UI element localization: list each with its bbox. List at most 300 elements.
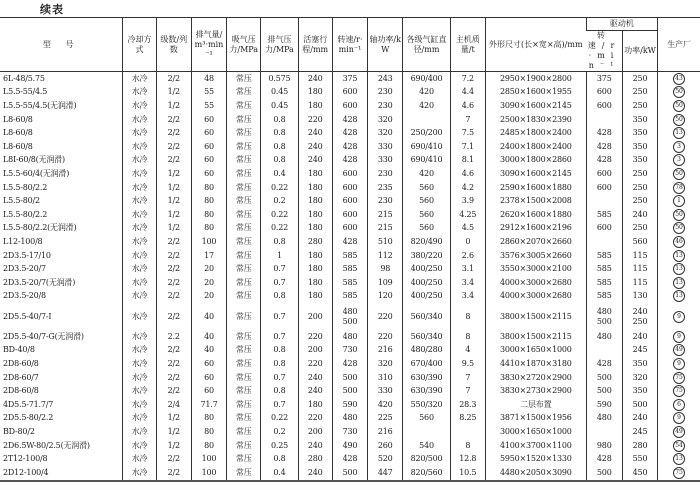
cell-speed: 428: [332, 126, 367, 140]
cell-stroke: 200: [298, 303, 332, 330]
header-discharge-pressure: 排气压力/MPa: [261, 18, 298, 72]
cell-manufacturer: [658, 262, 700, 276]
cell-mass: 7.5: [450, 126, 485, 140]
cell-dimensions: 2912×1600×2196: [485, 222, 586, 236]
cell-stages: 2/2: [156, 452, 191, 466]
cell-speed: 480: [332, 412, 367, 426]
cell-shaft-power: 310: [368, 371, 403, 385]
cell-mass: 9.5: [450, 357, 485, 371]
cell-discharge-pressure: 0.7: [261, 262, 298, 276]
manufacturer-code-badge: 50: [673, 100, 685, 112]
cell-suction-pressure: 常压: [227, 262, 261, 276]
cell-dimensions: 3830×2720×2900: [485, 371, 586, 385]
cell-discharge-pressure: 0.8: [261, 154, 298, 168]
cell-stages: 1/2: [156, 439, 191, 453]
cell-cylinder-diameter: 690/410: [403, 154, 450, 168]
table-row: [0, 344, 700, 358]
cell-drive-power: 240 250: [622, 303, 657, 330]
cell-cylinder-diameter: 820/560: [403, 466, 450, 481]
cell-manufacturer: [658, 290, 700, 304]
cell-discharge-pressure: 0.25: [261, 439, 298, 453]
manufacturer-code-badge: 9: [673, 311, 685, 323]
cell-suction-pressure: 常压: [227, 425, 261, 439]
cell-displacement: 20: [191, 290, 226, 304]
table-row: [0, 235, 700, 249]
cell-cylinder-diameter: 400/250: [403, 262, 450, 276]
table-row: [0, 452, 700, 466]
cell-model: 2D12-100/4: [0, 466, 123, 481]
cell-drive-power: 350: [622, 384, 657, 398]
header-stages: 级数/列数: [156, 18, 191, 72]
manufacturer-code-badge: 50: [673, 86, 685, 98]
cell-dimensions: 4000×3000×2680: [485, 276, 586, 290]
manufacturer-code-badge: 50: [673, 222, 685, 234]
cell-shaft-power: 216: [368, 425, 403, 439]
cell-speed: 428: [332, 235, 367, 249]
cell-mass: 3.4: [450, 290, 485, 304]
cell-displacement: 60: [191, 126, 226, 140]
cell-suction-pressure: 常压: [227, 466, 261, 481]
cell-suction-pressure: 常压: [227, 276, 261, 290]
cell-manufacturer: [658, 208, 700, 222]
cell-model: L12-100/8: [3, 236, 43, 246]
cell-stages: 2/2: [156, 154, 191, 168]
table-row: [0, 126, 700, 140]
cell-model: 2D8-60/7: [3, 372, 39, 382]
cell-stages: 1/2: [156, 412, 191, 426]
cell-cylinder-diameter: 630/390: [403, 384, 450, 398]
table-row: [0, 303, 700, 330]
cell-suction-pressure: 常压: [227, 126, 261, 140]
cell-cylinder-diameter: 690/400: [403, 72, 450, 86]
cell-stages: 2/2: [156, 249, 191, 263]
cell-dimensions: 二层布置: [485, 398, 586, 412]
cell-suction-pressure: 常压: [227, 72, 261, 86]
table-row: [0, 167, 700, 181]
cell-drive-speed: 585: [586, 276, 622, 290]
cell-model: L5.5-80/2.2: [3, 182, 48, 192]
cell-stages: 1/2: [156, 86, 191, 100]
manufacturer-code-badge: 9: [673, 412, 685, 424]
header-displacement: 排气量/m³·min⁻¹: [191, 18, 226, 72]
cell-speed: 490: [332, 439, 367, 453]
cell-cooling: 水冷: [123, 357, 156, 371]
cell-drive-power: 560: [622, 235, 657, 249]
cell-drive-power: 350: [622, 113, 657, 127]
cell-discharge-pressure: 0.8: [261, 126, 298, 140]
cell-stages: 2/2: [156, 290, 191, 304]
cell-discharge-pressure: 0.22: [261, 412, 298, 426]
cell-cooling: 水冷: [123, 452, 156, 466]
cell-discharge-pressure: 0.8: [261, 452, 298, 466]
manufacturer-code-badge: 75: [673, 372, 685, 384]
manufacturer-code-badge: 3: [673, 141, 685, 153]
manufacturer-code-badge: 54: [673, 440, 685, 452]
cell-model: 2D3.5-20/8: [3, 291, 46, 301]
manufacturer-code-badge: 13: [673, 263, 685, 275]
cell-mass: 0: [450, 235, 485, 249]
cell-dimensions: 2950×1900×2800: [485, 72, 586, 86]
manufacturer-code-badge: 13: [673, 277, 685, 289]
cell-speed: 600: [332, 194, 367, 208]
cell-speed: 428: [332, 140, 367, 154]
cell-stroke: 180: [298, 208, 332, 222]
cell-discharge-pressure: 0.22: [261, 208, 298, 222]
cell-dimensions: 3871×1500×1956: [485, 412, 586, 426]
cell-shaft-power: 98: [368, 262, 403, 276]
header-mass: 主机质量/t: [450, 18, 485, 72]
cell-discharge-pressure: 0.8: [261, 140, 298, 154]
header-dimensions: 外形尺寸(长×宽×高)/mm: [485, 18, 586, 72]
cell-suction-pressure: 常压: [227, 303, 261, 330]
cell-manufacturer: [658, 249, 700, 263]
header-drive-power: 功率/kW: [622, 31, 657, 72]
cell-stages: 2/2: [156, 140, 191, 154]
cell-stroke: 240: [298, 371, 332, 385]
cell-displacement: 80: [191, 439, 226, 453]
cell-cooling: 水冷: [123, 86, 156, 100]
cell-cooling: 水冷: [123, 398, 156, 412]
header-drive-speed: 转速/r·min⁻¹: [586, 31, 622, 72]
cell-cylinder-diameter: 630/390: [403, 371, 450, 385]
manufacturer-code-badge: 49: [673, 426, 685, 438]
cell-suction-pressure: 常压: [227, 208, 261, 222]
cell-displacement: 80: [191, 412, 226, 426]
cell-stroke: 240: [298, 140, 332, 154]
cell-drive-power: 500: [622, 398, 657, 412]
table-row: [0, 181, 700, 195]
cell-dimensions: 2485×1800×2400: [485, 126, 586, 140]
table-body: [0, 72, 700, 481]
cell-manufacturer: [658, 235, 700, 249]
cell-discharge-pressure: 0.7: [261, 371, 298, 385]
cell-displacement: 17: [191, 249, 226, 263]
cell-mass: 4.5: [450, 222, 485, 236]
table-row: [0, 330, 700, 344]
cell-cylinder-diameter: 820/500: [403, 452, 450, 466]
header-cylinder-diameter: 各级气缸直径/mm: [403, 18, 450, 72]
cell-model: L8Ⅰ-60/8(无润滑): [3, 155, 65, 165]
cell-dimensions: 3800×1500×2115: [485, 330, 586, 344]
cell-stages: 1/2: [156, 99, 191, 113]
cell-drive-power: 350: [622, 140, 657, 154]
cell-model: L8-60/8: [3, 114, 33, 124]
cell-model: 2D8-60/8: [3, 386, 39, 396]
cell-drive-speed: [586, 344, 622, 358]
cell-mass: 28.3: [450, 398, 485, 412]
cell-stroke: 240: [298, 466, 332, 481]
cell-manufacturer: [658, 452, 700, 466]
cell-stroke: 180: [298, 398, 332, 412]
manufacturer-code-badge: 50: [673, 114, 685, 126]
cell-mass: 10.5: [450, 466, 485, 481]
table-row: [0, 466, 700, 481]
cell-stages: 1/2: [156, 194, 191, 208]
cell-mass: 2.6: [450, 249, 485, 263]
cell-displacement: 60: [191, 154, 226, 168]
cell-displacement: 60: [191, 167, 226, 181]
cell-displacement: 20: [191, 262, 226, 276]
cell-shaft-power: 510: [368, 235, 403, 249]
cell-model: L5.5-60/4(无润滑): [3, 168, 70, 178]
cell-mass: 3.9: [450, 194, 485, 208]
table-row: [0, 371, 700, 385]
table-row: [0, 398, 700, 412]
cell-discharge-pressure: 0.7: [261, 330, 298, 344]
cell-cylinder-diameter: 560: [403, 181, 450, 195]
cell-dimensions: 2850×1600×1955: [485, 86, 586, 100]
table-row: [0, 276, 700, 290]
cell-dimensions: 3090×1600×2145: [485, 99, 586, 113]
cell-displacement: 60: [191, 357, 226, 371]
cell-cylinder-diameter: 380/220: [403, 249, 450, 263]
cell-dimensions: 2620×1600×1880: [485, 208, 586, 222]
cell-mass: 3.1: [450, 262, 485, 276]
cell-drive-speed: [586, 194, 622, 208]
manufacturer-code-badge: 13: [673, 250, 685, 262]
cell-dimensions: 2500×1830×2390: [485, 113, 586, 127]
cell-speed: 600: [332, 222, 367, 236]
cell-model: BD-40/8: [3, 345, 35, 355]
cell-cylinder-diameter: 420: [403, 167, 450, 181]
cell-drive-speed: 480: [586, 412, 622, 426]
cell-stroke: 180: [298, 194, 332, 208]
cell-stages: 2.2: [156, 330, 191, 344]
cell-speed: 590: [332, 398, 367, 412]
header-model: 型 号: [0, 18, 123, 72]
cell-stages: 1/2: [156, 425, 191, 439]
cell-manufacturer: [658, 72, 700, 86]
cell-speed: 730: [332, 425, 367, 439]
cell-shaft-power: 320: [368, 126, 403, 140]
cell-discharge-pressure: 0.7: [261, 398, 298, 412]
cell-drive-power: 245: [622, 344, 657, 358]
cell-manufacturer: [658, 154, 700, 168]
cell-drive-power: 250: [622, 167, 657, 181]
cell-displacement: 80: [191, 194, 226, 208]
cell-dimensions: 3830×2730×2900: [485, 384, 586, 398]
cell-stages: 2/2: [156, 371, 191, 385]
cell-discharge-pressure: 0.4: [261, 167, 298, 181]
cell-mass: 8.25: [450, 412, 485, 426]
cell-cooling: 水冷: [123, 154, 156, 168]
cell-model: L5.5-80/2.2(无润滑): [3, 223, 77, 233]
cell-suction-pressure: 常压: [227, 140, 261, 154]
cell-manufacturer: [658, 466, 700, 481]
cell-suction-pressure: 常压: [227, 330, 261, 344]
manufacturer-code-badge: 13: [673, 290, 685, 302]
cell-cylinder-diameter: 480/280: [403, 344, 450, 358]
cell-speed: 500: [332, 384, 367, 398]
cell-shaft-power: 225: [368, 412, 403, 426]
cell-drive-speed: 428: [586, 357, 622, 371]
cell-stroke: 180: [298, 249, 332, 263]
cell-discharge-pressure: 0.45: [261, 86, 298, 100]
cell-suction-pressure: 常压: [227, 398, 261, 412]
cell-manufacturer: [658, 384, 700, 398]
cell-discharge-pressure: 0.8: [261, 113, 298, 127]
cell-dimensions: 3576×3005×2660: [485, 249, 586, 263]
cell-cooling: 水冷: [123, 72, 156, 86]
cell-drive-power: 350: [622, 126, 657, 140]
table-row: [0, 249, 700, 263]
cell-drive-power: 550: [622, 452, 657, 466]
cell-discharge-pressure: 0.8: [261, 344, 298, 358]
table-row: [0, 154, 700, 168]
cell-suction-pressure: 常压: [227, 99, 261, 113]
cell-stroke: 280: [298, 235, 332, 249]
cell-drive-speed: 500: [586, 466, 622, 481]
cell-drive-speed: 428: [586, 126, 622, 140]
cell-cylinder-diameter: 560/340: [403, 330, 450, 344]
cell-discharge-pressure: 1: [261, 249, 298, 263]
cell-displacement: 100: [191, 452, 226, 466]
cell-model: L5.5-55/4.5: [3, 87, 48, 97]
cell-stages: 1/2: [156, 208, 191, 222]
cell-stages: 2/2: [156, 235, 191, 249]
cell-speed: 585: [332, 249, 367, 263]
cell-manufacturer: [658, 439, 700, 453]
cell-cooling: 水冷: [123, 290, 156, 304]
cell-stages: 2/2: [156, 384, 191, 398]
cell-suction-pressure: 常压: [227, 249, 261, 263]
cell-manufacturer: [658, 222, 700, 236]
cell-speed: 428: [332, 154, 367, 168]
cell-mass: 12.8: [450, 452, 485, 466]
cell-stages: 2/2: [156, 262, 191, 276]
cell-speed: 600: [332, 99, 367, 113]
header-suction-pressure: 吸气压力/MPa: [227, 18, 261, 72]
cell-displacement: 100: [191, 466, 226, 481]
manufacturer-code-badge: 49: [673, 344, 685, 356]
cell-discharge-pressure: 0.7: [261, 276, 298, 290]
cell-mass: 4.4: [450, 86, 485, 100]
cell-stroke: 220: [298, 113, 332, 127]
cell-displacement: 80: [191, 222, 226, 236]
cell-speed: 375: [332, 72, 367, 86]
cell-cooling: 水冷: [123, 262, 156, 276]
cell-mass: 7.1: [450, 140, 485, 154]
cell-shaft-power: 235: [368, 181, 403, 195]
cell-drive-speed: 585: [586, 208, 622, 222]
table-row: [0, 222, 700, 236]
cell-stroke: 180: [298, 99, 332, 113]
cell-suction-pressure: 常压: [227, 452, 261, 466]
cell-dimensions: 4410×1870×3180: [485, 357, 586, 371]
cell-manufacturer: [658, 194, 700, 208]
cell-suction-pressure: 常压: [227, 113, 261, 127]
cell-manufacturer: [658, 167, 700, 181]
cell-mass: 4.2: [450, 181, 485, 195]
cell-speed: 585: [332, 276, 367, 290]
cell-stroke: 240: [298, 72, 332, 86]
cell-drive-speed: 428: [586, 154, 622, 168]
cell-drive-power: 115: [622, 249, 657, 263]
cell-displacement: 60: [191, 113, 226, 127]
cell-stages: 2/2: [156, 303, 191, 330]
cell-cooling: 水冷: [123, 99, 156, 113]
cell-suction-pressure: 常压: [227, 222, 261, 236]
table-row: [0, 99, 700, 113]
cell-discharge-pressure: 0.45: [261, 99, 298, 113]
cell-mass: 8.1: [450, 154, 485, 168]
cell-speed: 428: [332, 357, 367, 371]
cell-suction-pressure: 常压: [227, 181, 261, 195]
cell-dimensions: 3000×1800×2860: [485, 154, 586, 168]
table-row: [0, 412, 700, 426]
cell-drive-power: 240: [622, 412, 657, 426]
cell-model: 2D5.5-80/2.2: [3, 413, 54, 423]
cell-suction-pressure: 常压: [227, 412, 261, 426]
cell-mass: 4.25: [450, 208, 485, 222]
cell-shaft-power: 220: [368, 303, 403, 330]
cell-drive-speed: 585: [586, 249, 622, 263]
cell-speed: 500: [332, 371, 367, 385]
cell-cylinder-diameter: 400/250: [403, 290, 450, 304]
cell-displacement: 40: [191, 344, 226, 358]
cell-cylinder-diameter: 560: [403, 208, 450, 222]
manufacturer-code-badge: 75: [673, 467, 685, 479]
cell-discharge-pressure: 0.22: [261, 222, 298, 236]
cell-drive-speed: 428: [586, 452, 622, 466]
cell-suction-pressure: 常压: [227, 371, 261, 385]
cell-displacement: 100: [191, 235, 226, 249]
cell-stages: 2/2: [156, 276, 191, 290]
cell-discharge-pressure: 0.8: [261, 290, 298, 304]
cell-manufacturer: [658, 276, 700, 290]
cell-drive-power: 250: [622, 72, 657, 86]
cell-manufacturer: [658, 398, 700, 412]
cell-suction-pressure: 常压: [227, 86, 261, 100]
cell-speed: 600: [332, 86, 367, 100]
cell-suction-pressure: 常压: [227, 384, 261, 398]
cell-drive-speed: 980: [586, 439, 622, 453]
cell-drive-speed: 600: [586, 167, 622, 181]
cell-shaft-power: 330: [368, 140, 403, 154]
cell-speed: 600: [332, 208, 367, 222]
cell-drive-speed: 590: [586, 398, 622, 412]
cell-shaft-power: 215: [368, 222, 403, 236]
cell-stroke: 240: [298, 439, 332, 453]
cell-cooling: 水冷: [123, 249, 156, 263]
table-row: [0, 262, 700, 276]
cell-dimensions: 2590×1600×1880: [485, 181, 586, 195]
cell-cylinder-diameter: 540: [403, 439, 450, 453]
header-drive: 驱动机: [586, 18, 658, 31]
cell-shaft-power: 260: [368, 439, 403, 453]
cell-speed: 428: [332, 113, 367, 127]
cell-model: 2D3.5-20/7: [3, 264, 46, 274]
cell-model: 2D3.5-17/10: [3, 250, 51, 260]
cell-drive-power: 240: [622, 330, 657, 344]
cell-shaft-power: 520: [368, 452, 403, 466]
cell-model: L8-60/8: [3, 141, 33, 151]
cell-manufacturer: [658, 330, 700, 344]
cell-displacement: 55: [191, 99, 226, 113]
manufacturer-code-badge: 13: [673, 453, 685, 465]
cell-displacement: 40: [191, 303, 226, 330]
cell-cylinder-diameter: 690/410: [403, 140, 450, 154]
cell-cooling: 水冷: [123, 384, 156, 398]
cell-drive-power: 450: [622, 466, 657, 481]
cell-model: 4D5.5-71.7/7: [3, 399, 54, 409]
cell-stroke: 220: [298, 357, 332, 371]
cell-cooling: 水冷: [123, 330, 156, 344]
cell-model: 2D5.5-40/7-Ⅰ: [3, 311, 52, 321]
cell-model: 2T12-100/8: [3, 454, 48, 464]
cell-cooling: 水冷: [123, 167, 156, 181]
cell-suction-pressure: 常压: [227, 439, 261, 453]
